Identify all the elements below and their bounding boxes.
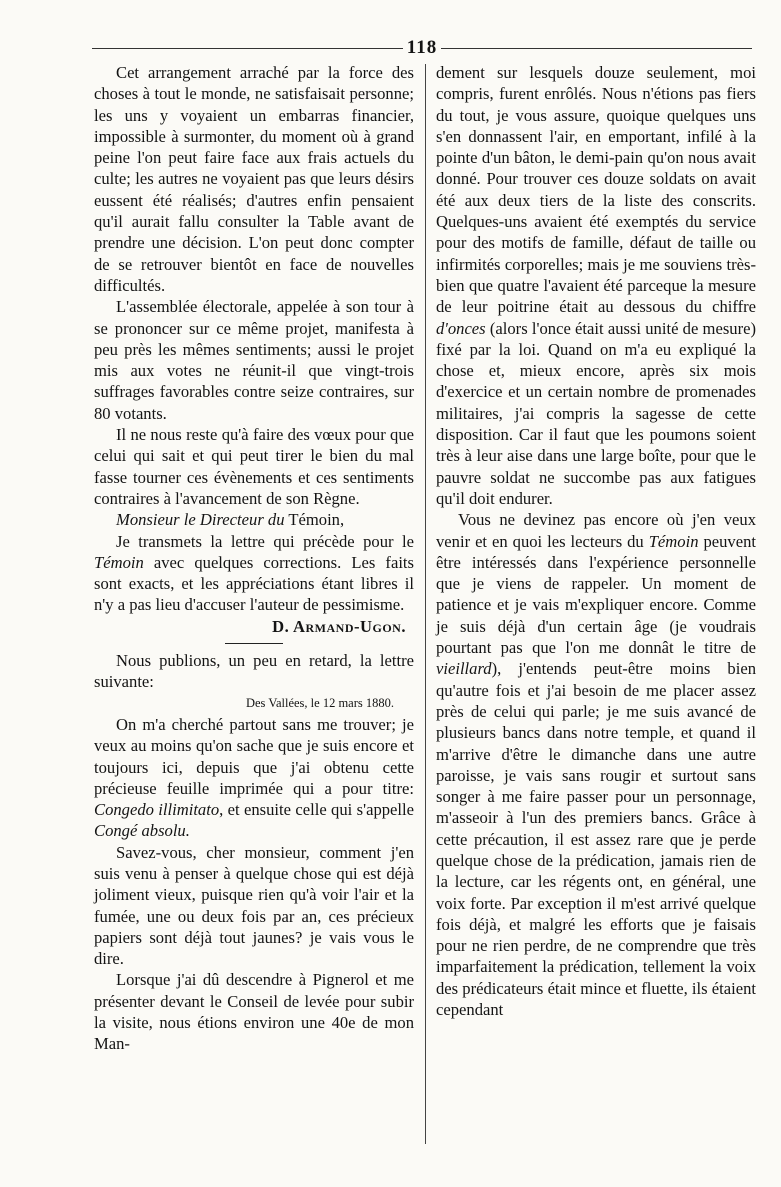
section-rule [225, 643, 283, 644]
text-run-italic: Témoin [94, 552, 144, 572]
text-run-italic: Congedo illimitato [94, 800, 220, 820]
salutation-italic: Monsieur le Directeur du [116, 510, 285, 530]
paragraph: Nous publions, un peu en retard, la lettre suivante: [94, 651, 414, 692]
salutation-rest: Témoin, [284, 510, 345, 530]
text-run: ), j'entends peut-être moins bien qu'autre fois et j'ai besoin de me placer assez près de celui qui parle; je me suis avancé de plusieurs bancs dans notre temple, et quand il m'arrive d'être le dimanche dans une autre paroisse, je vais sans rougir et surtout sans songer à me faire passer pour un personnage, m'asseoir à l'un des premiers bancs. Grâce à cette précaution, il est assez rare que je perde quelque chose de la prédication, jamais rien de la lecture, car les régents ont, en général, une voix forte. Par exception il m'est arrivé quelque fois déjà, et malgré les efforts que je faisais pour ne rien perdre, de ne comprendre que très imparfaitement la prédication, tellement la voix des prédicateurs était mince et fluette, ils étaient cependant [436, 659, 756, 1020]
text-run: On m'a cherché partout sans me trouver; je veux au moins qu'on sache que je suis encore et toujours ici, depuis que j'ai obtenu cette précieuse feuille imprimée qui a pour titre: [94, 714, 414, 798]
paragraph: Il ne nous reste qu'à faire des vœux pour que celui qui sait et qui peut tirer le bien du mal fasse tourner ces évènements et ces sentiments contraires à l'avancement de son Règne. [94, 425, 414, 508]
text-run: Vous ne devinez pas encore où j'en veux venir et en quoi les lecteurs du [436, 510, 756, 551]
header-rule-right [441, 48, 752, 49]
text-run-italic: Témoin [648, 531, 699, 551]
page-number: 118 [406, 37, 438, 58]
paragraph [436, 509, 756, 1020]
header-rule-left [92, 48, 403, 49]
paragraph: Lorsque j'ai dû descendre à Pignerol et me présenter devant le Conseil de levée pour subir la visite, nous étions environ une 40e de mon Man- [94, 970, 414, 1054]
text-run-italic: vieillard [436, 659, 492, 679]
text-run-italic: d'onces [436, 318, 486, 338]
text-run: dement sur lesquels douze seulement, moi compris, furent enrôlés. Nous n'étions pas fiers du tout, je vous assure, quoique quelques uns s'en donnassent l'air, en emportant, infilé à la pointe d'un bâton, le demi-pain qu'on nous avait donné. Pour trouver ces douze soldats on avait été aux deux tiers de la liste des conscrits. Quelques-uns avaient été exemptés du service pour des motifs de famille, défaut de taille ou infirmités corporelles; mais je me souviens très-bien que quatre l'avaient été parceque la mesure de leur poitrine était au dessous du chiffre [436, 63, 756, 317]
signature-text: D. Armand-Ugon. [272, 616, 406, 636]
letter-salutation [94, 509, 414, 530]
text-run: (alors l'once était aussi unité de mesure) fixé par la loi. Quand on m'a eu expliqué la chose et, mieux encore, après six mois d'exercice et un certain nombre de promenades militaires, j'ai compris la sagesse de cette disposition. Car il faut que les poumons soient très à leur aise dans une large boîte, pour que le pauvre soldat ne succombe pas aux fatigues qu'il doit endurer. [436, 318, 756, 508]
text-run: , et ensuite celle qui s'appelle [219, 800, 414, 820]
paragraph: Cet arrangement arraché par la force des choses à tout le monde, ne satisfaisait personne; les uns y voyaient un embarras financier, impossible à surmonter, du moment où à grand peine l'on peut faire face aux frais actuels du culte; les autres ne voyaient pas que leurs désirs eussent été réalisés; d'autres enfin pensaient qu'il aurait fallu consulter la Table avant de prendre une décision. L'on peut donc compter de se retrouver bientôt en face de nouvelles difficultés. [94, 63, 414, 295]
paragraph [436, 62, 756, 509]
signature [94, 616, 414, 637]
text-run-italic: Congé absolu. [94, 821, 190, 841]
paragraph: L'assemblée électorale, appelée à son tour à se prononcer sur ce même projet, manifesta à peu près les mêmes sentiments; aussi le projet mis aux votes ne réunit-il que vingt-trois suffrages favorables contre seize contraires, sur 80 votants. [94, 297, 414, 423]
text-run: peuvent être intéressés dans l'expérience personnelle que je viens de rappeler. Un moment de patience et je vais m'expliquer encore. Comme je suis déjà d'un certain âge (je voudrais pourtant pas que l'on me donnât le titre de [436, 531, 756, 658]
left-column [94, 62, 414, 1055]
dateline: Des Vallées, le 12 mars 1880. [245, 695, 394, 710]
text-run: Je transmets la lettre qui précède pour le [116, 531, 414, 551]
paragraph: Savez-vous, cher monsieur, comment j'en suis venu à penser à quelque chose qui est déjà joliment vieux, puisque rien qu'à voir l'air et la fumée, une ou deux fois par an, ces précieux papiers sont déjà tout jaunes? je vais vous le dire. [94, 842, 414, 969]
column-divider [425, 64, 426, 1144]
paragraph [94, 714, 414, 842]
paragraph [94, 531, 414, 616]
text-run: avec quelques corrections. Les faits sont exacts, et les appréciations étant libres il n'y a pas lieu d'accuser l'auteur de pessimisme. [94, 552, 414, 615]
page-header [92, 38, 752, 58]
right-column [436, 62, 756, 1020]
